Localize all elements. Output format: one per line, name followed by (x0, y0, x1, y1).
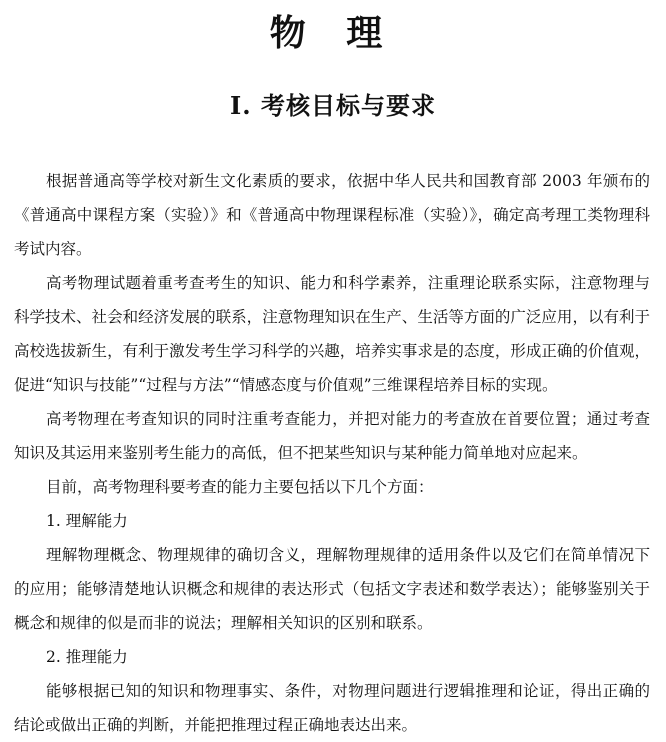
section-heading: I. 考核目标与要求 (230, 91, 436, 120)
paragraph-ability-focus: 高考物理在考查知识的同时注重考查能力，并把对能力的考查放在首要位置；通过考查知识及其运用来鉴别考生能力的高低，但不把某些知识与某种能力简单地对应起来。 (14, 410, 650, 462)
ability-text-understanding: 理解物理概念、物理规律的确切含义，理解物理规律的适用条件以及它们在简单情况下的应用；能够清楚地认识概念和规律的表达形式（包括文字表述和数学表达）；能够鉴别关于概念和规律的似是而非的说法；理解相关知识的区别和联系。 (14, 546, 650, 632)
body-text (14, 164, 650, 742)
ability-text-reasoning: 能够根据已知的知识和物理事实、条件，对物理问题进行逻辑推理和论证，得出正确的结论或做出正确的判断，并能把推理过程正确地表达出来。 (14, 682, 650, 734)
paragraph-ability-list-intro: 目前，高考物理科要考查的能力主要包括以下几个方面： (46, 478, 434, 496)
ability-heading-reasoning: 2. 推理能力 (46, 648, 128, 666)
ability-heading-understanding: 1. 理解能力 (46, 512, 128, 530)
page-title: 物 理 (269, 12, 397, 54)
paragraph-intro: 根据普通高等学校对新生文化素质的要求，依据中华人民共和国教育部 2003 年颁布的《普通高中课程方案（实验）》和《普通高中物理课程标准（实验）》，确定高考理工类物理科考试内容。 (14, 172, 650, 258)
paragraph-emphasis: 高考物理试题着重考查考生的知识、能力和科学素养，注重理论联系实际，注意物理与科学技术、社会和经济发展的联系，注意物理知识在生产、生活等方面的广泛应用，以有利于高校选拔新生，有利于激发考生学习科学的兴趣，培养实事求是的态度，形成正确的价值观，促进“知识与技能”“过程与方法”“情感态度与价值观”三维课程培养目标的实现。 (14, 274, 650, 394)
